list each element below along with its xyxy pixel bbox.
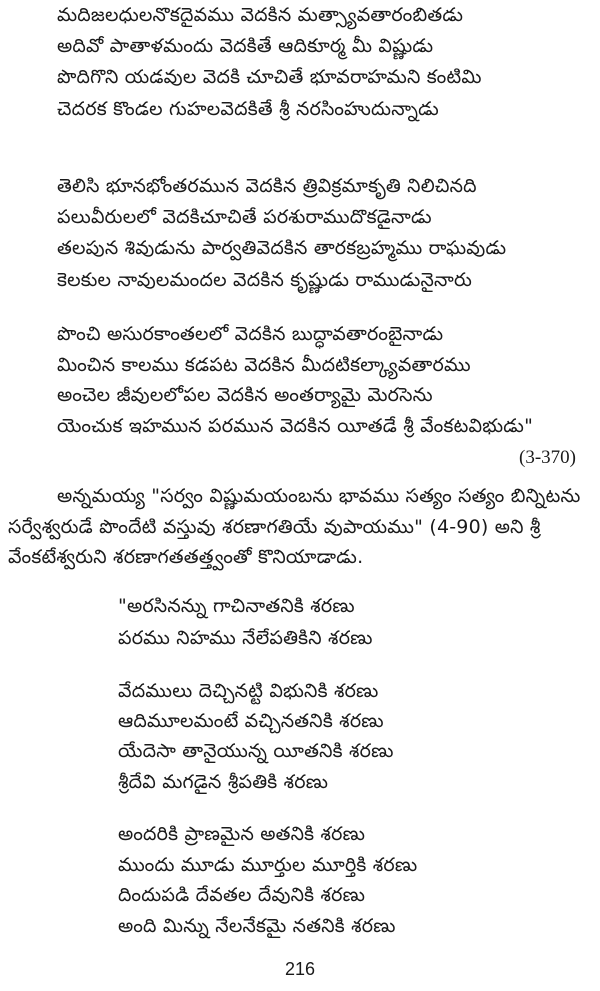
verse-line: మదిజలధులనొకదైవము వెదకిన మత్స్యావతారంబితడు xyxy=(57,4,464,26)
verse-line: దిందుపడి దేవతల దేవునికి శరణు xyxy=(118,884,366,906)
verse-line: యేదెసా తానైయున్న యీతనికి శరణు xyxy=(118,740,394,762)
verse-line: ముందు మూడు మూర్తుల మూర్తికి శరణు xyxy=(118,854,418,876)
verse-line: "అరసినన్ను గాచినాతనికి శరణు xyxy=(118,595,355,617)
verse-line: యెంచుక ఇహమున పరమున వెదకిన యీతడే శ్రీ వేంకటవిభుడు" xyxy=(57,415,534,437)
verse-line: పొదిగొని యడవుల వెదకి చూచితే భూవరాహమని కంటిమి xyxy=(57,66,482,88)
verse-line: అందరికి ప్రాణమైన అతనికి శరణు xyxy=(118,823,366,845)
verse-line: వేదములు దెచ్చినట్టి విభునికి శరణు xyxy=(118,680,379,702)
verse-line: పరము నిహము నేలేపతికిని శరణు xyxy=(118,627,373,649)
verse-line: పలువీరులలో వెదకిచూచితే పరశురాముదొకడైనాడు xyxy=(57,206,432,228)
verse-line: ఆదిమూలమంటే వచ్చినతనికి శరణు xyxy=(118,710,384,732)
verse-reference: (3-370) xyxy=(519,447,576,468)
verse-line: అంచెల జీవులలోపల వెదకిన అంతర్యామై మెరసెను xyxy=(57,384,433,406)
verse-line: అంది మిన్ను నేలనేకమై నతనికి శరణు xyxy=(118,915,396,937)
prose-line: వేంకటేశ్వరుని శరణాగతతత్త్వంతో కొనియాడాడు. xyxy=(8,546,364,568)
verse-line: చెదరక కొండల గుహలవెదకితే శ్రీ నరసింహుదున్నాడు xyxy=(57,98,439,120)
verse-line: మించిన కాలము కడపట వెదకిన మీదటికల్క్యావతారము xyxy=(57,354,471,376)
prose-line: సర్వేశ్వరుడే పొందేటి వస్తువు శరణాగతియే వుపాయము" (4-90) అని శ్రీ xyxy=(8,516,541,538)
page-number: 216 xyxy=(284,959,316,979)
verse-line: శ్రీదేవి మగడైన శ్రీపతికి శరణు xyxy=(118,771,329,793)
verse-line: తెలిసి భూనభోంతరమున వెదకిన త్రివిక్రమాకృతి నిలిచినది xyxy=(57,175,477,197)
verse-line: కెలకుల నావులమందల వెదకిన కృష్ణుడు రాముడునైనారు xyxy=(57,269,473,291)
verse-line: అదివో పాతాళమందు వెదకితే ఆదికూర్మ మీ విష్ణుడు xyxy=(57,35,434,57)
prose-line: అన్నమయ్య "సర్వం విష్ణుమయంబను భావము సత్యం సత్యం బిన్నిటను xyxy=(57,485,581,507)
verse-line: తలపున శివుడును పార్వతివెదకిన తారకబ్రహ్మము రాఘవుడు xyxy=(57,237,507,259)
verse-line: పొంచి అసురకాంతలలో వెదకిన బుద్ధావతారంబైనాడు xyxy=(57,323,444,345)
